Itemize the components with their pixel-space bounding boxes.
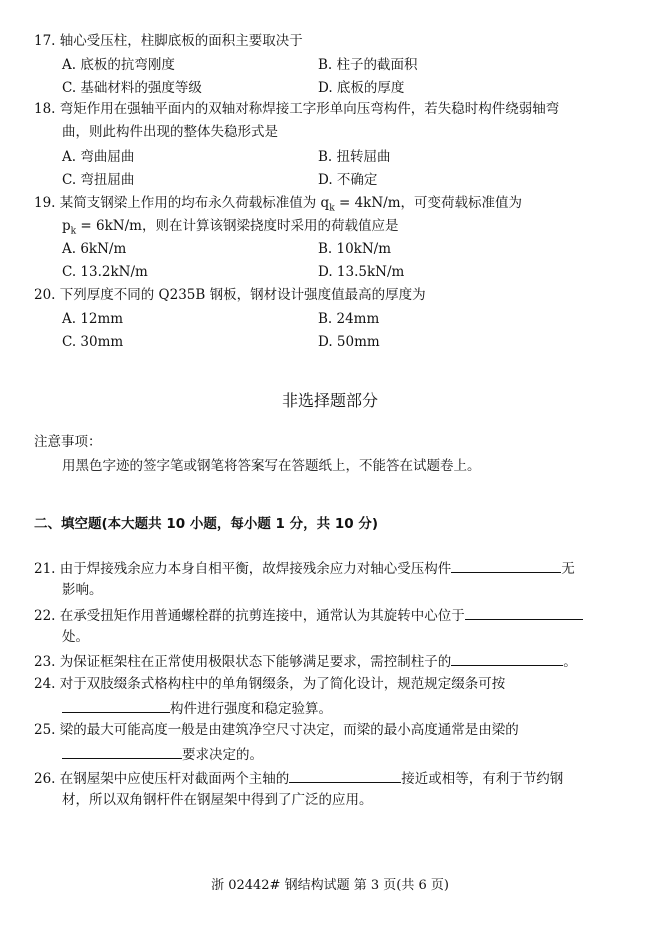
question-19-stem-b: = 4kN/m，可变荷载标准值为: [334, 195, 522, 211]
answer-blank[interactable]: [451, 649, 563, 666]
note-heading: 注意事项：: [34, 434, 102, 450]
question-17-option-a: A. 底板的抗弯刚度: [62, 57, 175, 73]
question-20-option-d: D. 50mm: [318, 334, 380, 350]
answer-blank[interactable]: [451, 556, 561, 573]
question-26-text-b: 接近或相等，有利于节约钢: [401, 771, 564, 787]
note-body: 用黑色字迹的签字笔或钢笔将答案写在答题纸上，不能答在试题卷上。: [62, 458, 481, 474]
question-22: [34, 603, 620, 628]
question-18-option-c: C. 弯扭屈曲: [62, 172, 135, 188]
subscript-k-2: k: [70, 226, 77, 237]
question-19-option-b: B. 10kN/m: [318, 241, 392, 257]
question-25: 25. 梁的最大可能高度一般是由建筑净空尺寸决定，而梁的最小高度通常是由梁的: [34, 722, 519, 738]
answer-blank[interactable]: [62, 696, 170, 713]
part-heading: 二、填空题(本大题共 10 小题，每小题 1 分，共 10 分): [34, 516, 379, 532]
question-17-option-c: C. 基础材料的强度等级: [62, 80, 202, 96]
subscript-k: k: [329, 203, 335, 214]
question-17-option-b: B. 柱子的截面积: [318, 57, 418, 73]
question-24-text-c: 构件进行强度和稳定验算。: [170, 701, 332, 717]
question-18-stem-cont: 曲，则此构件出现的整体失稳形式是: [62, 124, 278, 140]
question-21-text: 21. 由于焊接残余应力本身自相平衡，故焊接残余应力对轴心受压构件: [34, 561, 452, 577]
question-26: [34, 766, 620, 791]
page-footer: 浙 02442# 钢结构试题 第 3 页(共 6 页): [211, 878, 449, 893]
question-19-option-d: D. 13.5kN/m: [318, 264, 405, 280]
question-24-cont: [62, 696, 332, 721]
question-23-text: 23. 为保证框架柱在正常使用极限状态下能够满足要求，需控制柱子的: [34, 654, 452, 670]
question-25-cont: [62, 742, 263, 767]
question-21: [34, 556, 620, 581]
question-19-p-symbol: p: [62, 218, 71, 234]
question-19-option-a: A. 6kN/m: [62, 241, 127, 257]
question-25-text-c: 要求决定的。: [182, 747, 263, 763]
question-24: 24. 对于双肢缀条式格构柱中的单角钢缀条，为了简化设计，规范规定缀条可按: [34, 676, 506, 692]
question-18-stem: 18. 弯矩作用在强轴平面内的双轴对称焊接工字形单向压弯构件，若失稳时构件绕弱轴弯: [34, 101, 560, 117]
question-18-option-a: A. 弯曲屈曲: [62, 149, 135, 165]
answer-blank[interactable]: [289, 766, 401, 783]
question-26-text: 26. 在钢屋架中应使压杆对截面两个主轴的: [34, 771, 290, 787]
question-18-option-b: B. 扭转屈曲: [318, 149, 391, 165]
question-20-option-a: A. 12mm: [62, 311, 124, 327]
question-21-cont: 影响。: [62, 582, 103, 598]
question-17-stem: 17. 轴心受压柱，柱脚底板的面积主要取决于: [34, 33, 303, 49]
section-title: 非选择题部分: [281, 391, 378, 410]
question-26-cont: 材，所以双角钢杆件在钢屋架中得到了广泛的应用。: [62, 792, 373, 808]
question-20-option-b: B. 24mm: [318, 311, 380, 327]
question-19-option-c: C. 13.2kN/m: [62, 264, 148, 280]
question-17-option-d: D. 底板的厚度: [318, 80, 405, 96]
question-22-text: 22. 在承受扭矩作用普通螺栓群的抗剪连接中，通常认为其旋转中心位于: [34, 608, 465, 624]
question-20-stem: 20. 下列厚度不同的 Q235B 钢板，钢材设计强度值最高的厚度为: [34, 287, 426, 303]
question-23-text-b: 。: [563, 654, 577, 670]
question-19-stem-cont-text: = 6kN/m，则在计算该钢梁挠度时采用的荷载值应是: [76, 218, 399, 234]
question-18-option-d: D. 不确定: [318, 172, 378, 188]
question-23: [34, 649, 620, 674]
question-19-stem-a: 19. 某简支钢梁上作用的均布永久荷载标准值为 q: [34, 195, 330, 211]
question-21-text-b: 无: [561, 561, 575, 577]
answer-blank[interactable]: [465, 603, 583, 620]
question-22-cont: 处。: [62, 629, 89, 645]
question-20-option-c: C. 30mm: [62, 334, 124, 350]
answer-blank[interactable]: [62, 742, 182, 759]
